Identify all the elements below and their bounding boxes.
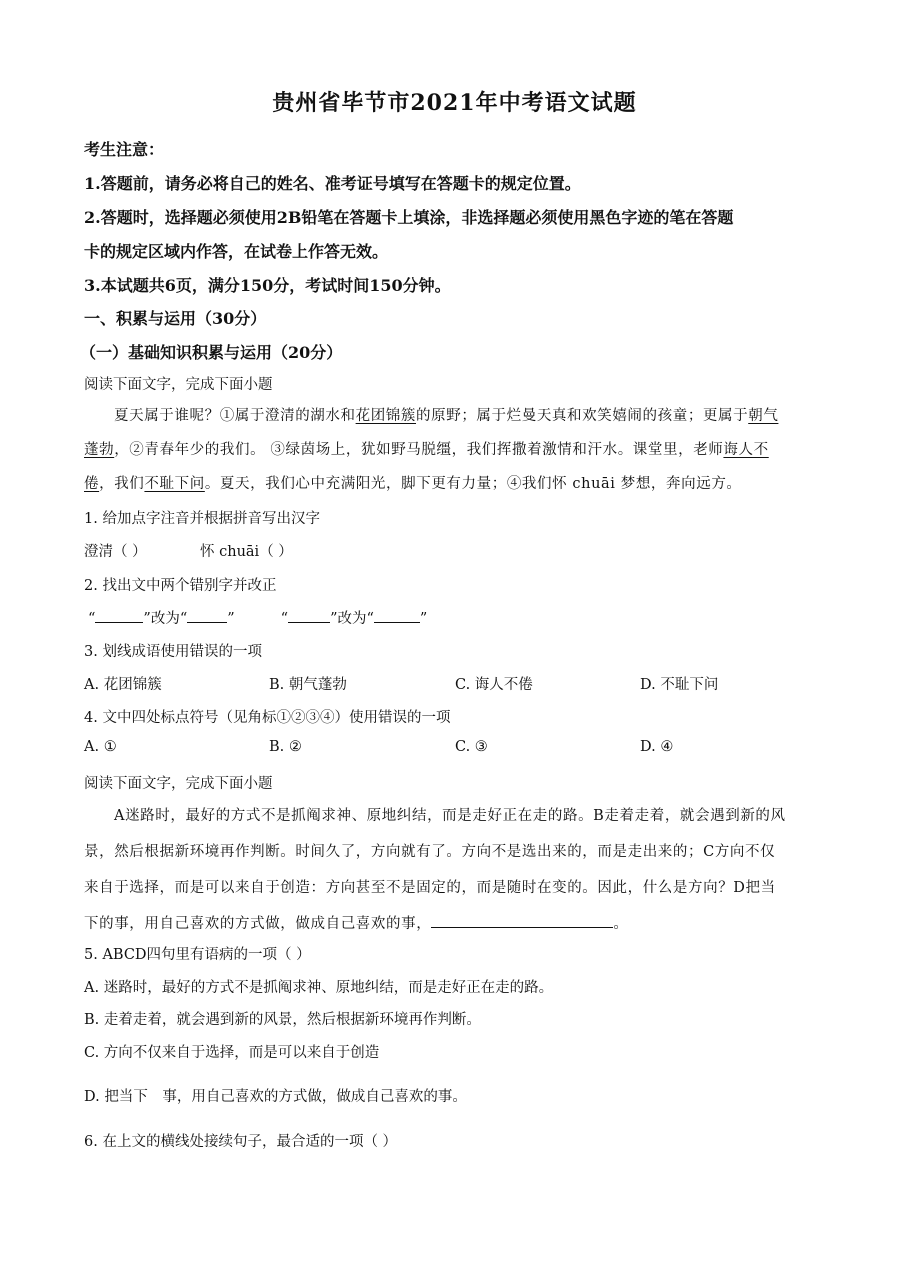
reading-instruction-1: 阅读下面文字，完成下面小题 <box>84 377 273 393</box>
q4-option-b[interactable]: B. ② <box>269 739 302 755</box>
q5-option-a[interactable]: A. 迷路时，最好的方式不是抓阄求神、原地纠结，而是走好正在走的路。 <box>84 980 554 996</box>
question-5: 5. ABCD四句里有语病的一项（ ） <box>84 947 311 963</box>
underlined-idiom: 诲人不 <box>723 442 769 458</box>
question-2-blanks <box>88 607 427 628</box>
q3-option-c[interactable]: C. 诲人不倦 <box>455 677 533 693</box>
question-1-answer-a: 澄清（ ） <box>84 544 147 560</box>
passage-text: ，我们 <box>99 476 145 492</box>
underlined-idiom: 蓬勃 <box>84 442 115 458</box>
q5-option-d[interactable]: D. 把当下 事，用自己喜欢的方式做，做成自己喜欢的事。 <box>84 1089 467 1105</box>
answer-blank[interactable] <box>431 913 613 928</box>
answer-blank[interactable] <box>187 608 227 623</box>
passage2-line-4 <box>84 912 628 933</box>
question-2: 2. 找出文中两个错别字并改正 <box>84 578 277 594</box>
notice-heading: 考生注意： <box>84 140 165 159</box>
answer-blank[interactable] <box>374 608 420 623</box>
passage-text: ，②青春年少的我们。 ③绿茵场上，犹如野马脱缰，我们挥撒着激情和汗水。课堂里，老师 <box>114 442 724 458</box>
section-heading: 一、积累与运用（30分） <box>84 309 267 328</box>
notice-item-3: 3.本试题共6页，满分150分，考试时间150分钟。 <box>84 276 451 295</box>
passage-text: 。 <box>613 916 629 932</box>
blank-connector: ”改为“ <box>330 611 374 627</box>
passage2-line-3: 来自于选择，而是可以来自于创造：方向甚至不是固定的，而是随时在变的。因此，什么是方向？D把当 <box>84 880 776 896</box>
underlined-idiom: 倦 <box>84 476 100 492</box>
subsection-heading: （一）基础知识积累与运用（20分） <box>80 343 343 362</box>
notice-item-1: 1.答题前，请务必将自己的姓名、准考证号填写在答题卡的规定位置。 <box>84 174 581 193</box>
answer-blank[interactable] <box>288 608 330 623</box>
quote-mark: “ <box>88 611 96 627</box>
answer-blank[interactable] <box>95 608 143 623</box>
passage1-line-1 <box>114 404 778 425</box>
notice-item-2: 2.答题时，选择题必须使用2B铅笔在答题卡上填涂，非选择题必须使用黑色字迹的笔在答题 <box>84 208 734 227</box>
q3-option-b[interactable]: B. 朝气蓬勃 <box>269 677 347 693</box>
underlined-idiom: 花团锦簇 <box>355 408 417 424</box>
passage-text: 下的事，用自己喜欢的方式做，做成自己喜欢的事， <box>84 916 432 932</box>
passage1-line-3 <box>84 472 742 493</box>
quote-mark: ” <box>227 611 235 627</box>
notice-item-2-cont: 卡的规定区域内作答，在试卷上作答无效。 <box>84 242 389 261</box>
quote-mark: “ <box>280 611 289 627</box>
page-title: 贵州省毕节市2021年中考语文试题 <box>272 90 637 116</box>
passage-text: 的原野；属于烂曼天真和欢笑嬉闹的孩童；更属于 <box>416 408 749 424</box>
underlined-idiom: 朝气 <box>748 408 779 424</box>
q5-option-b[interactable]: B. 走着走着，就会遇到新的风景，然后根据新环境再作判断。 <box>84 1012 481 1028</box>
quote-mark: ” <box>419 611 428 627</box>
passage2-line-1: A迷路时，最好的方式不是抓阄求神、原地纠结，而是走好正在走的路。B走着走着，就会遇到新的风 <box>114 808 786 824</box>
question-1: 1. 给加点字注音并根据拼音写出汉字 <box>84 511 320 527</box>
q4-option-c[interactable]: C. ③ <box>455 739 488 755</box>
q3-option-d[interactable]: D. 不耻下问 <box>640 677 719 693</box>
question-1-answer-b: 怀 chuāi（ ） <box>200 544 293 560</box>
q5-option-c[interactable]: C. 方向不仅来自于选择，而是可以来自于创造 <box>84 1045 380 1061</box>
passage1-line-2 <box>84 438 769 459</box>
underlined-idiom: 不耻下问 <box>144 476 205 492</box>
blank-connector: ”改为“ <box>143 611 188 627</box>
passage2-line-2: 景，然后根据新环境再作判断。时间久了，方向就有了。方向不是选出来的，而是走出来的；C方向不仅 <box>84 844 776 860</box>
reading-instruction-2: 阅读下面文字，完成下面小题 <box>84 776 273 792</box>
question-3: 3. 划线成语使用错误的一项 <box>84 644 262 660</box>
q4-option-d[interactable]: D. ④ <box>640 739 674 755</box>
passage-text: 夏天属于谁呢？①属于澄清的湖水和 <box>114 408 356 424</box>
q3-option-a[interactable]: A. 花团锦簇 <box>84 677 162 693</box>
passage-text: 。夏天，我们心中充满阳光，脚下更有力量；④我们怀 chuāi 梦想，奔向远方。 <box>204 476 742 492</box>
question-6: 6. 在上文的横线处接续句子，最合适的一项（ ） <box>84 1134 398 1150</box>
q4-option-a[interactable]: A. ① <box>84 739 117 755</box>
question-4: 4. 文中四处标点符号（见角标①②③④）使用错误的一项 <box>84 710 451 726</box>
